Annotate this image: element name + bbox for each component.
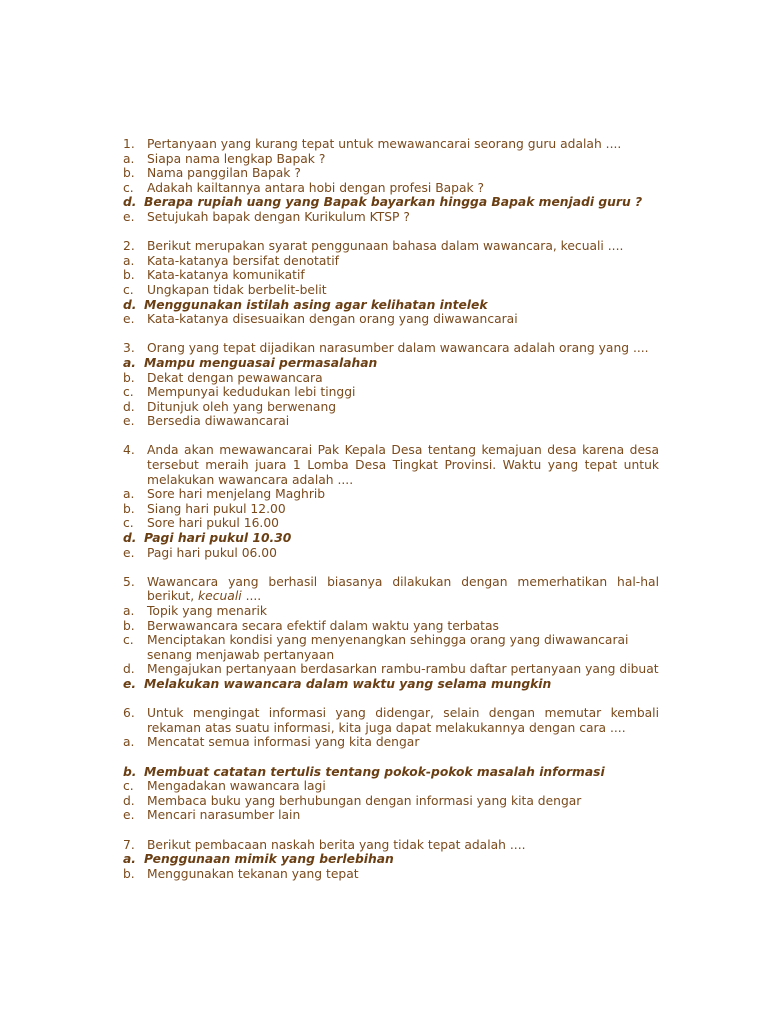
option-a [123,152,659,167]
question-text-main: Wawancara yang berhasil biasanya dilakukan dengan memerhatikan hal-hal berikut, [147,574,659,604]
option-letter: a. [123,355,136,370]
option-a [123,604,659,619]
option-text: Mencatat semua informasi yang kita dengar [147,735,420,750]
question-text: Berikut merupakan syarat penggunaan bahasa dalam wawancara, kecuali .... [147,239,624,254]
option-text: Membaca buku yang berhubungan dengan informasi yang kita dengar [147,793,582,808]
option-b [123,502,659,517]
question-text [147,575,659,604]
option-letter: b. [123,501,135,516]
option-letter: e. [123,414,135,429]
option-text: Pagi hari pukul 06.00 [147,545,277,560]
question-stem [123,838,659,853]
option-text: Siapa nama lengkap Bapak ? [147,151,326,166]
option-text: Menciptakan kondisi yang menyenangkan sehingga orang yang diwawancarai senang menjawab pertanyaan [147,633,629,662]
option-text: Topik yang menarik [147,604,267,618]
question-stem [123,706,659,735]
option-c [123,516,659,531]
option-text: Siang hari pukul 12.00 [147,501,286,516]
option-a [123,487,659,502]
option-b [123,619,659,634]
option-e [123,210,659,225]
option-letter: d. [123,662,135,677]
question-6 [123,706,659,823]
option-letter: d. [123,297,137,312]
option-letter: a. [123,487,135,502]
option-text: Adakah kailtannya antara hobi dengan profesi Bapak ? [147,180,485,195]
option-b [123,371,659,386]
question-text: Anda akan mewawancarai Pak Kepala Desa tentang kemajuan desa karena desa tersebut meraih juara 1 Lomba Desa Tingkat Provinsi. Waktu yang tepat untuk melakukan wawancara adalah .... [147,443,659,487]
option-e [123,414,659,429]
option-letter: d. [123,195,137,210]
option-c [123,283,659,298]
option-text: Menggunakan istilah asing agar kelihatan intelek [144,297,488,312]
option-letter: c. [123,180,134,195]
option-letter: b. [123,370,135,385]
question-5 [123,575,659,692]
option-c [123,633,659,662]
option-text: Mencari narasumber lain [147,808,301,823]
option-d-correct [123,298,659,313]
option-text: Sore hari menjelang Maghrib [147,487,326,502]
question-number: 5. [123,574,135,589]
option-text: Kata-katanya disesuaikan dengan orang yang diwawancarai [147,312,518,327]
option-letter: a. [123,253,135,268]
option-text: Pagi hari pukul 10.30 [144,531,292,546]
option-text: Bersedia diwawancarai [147,414,290,429]
option-e [123,312,659,327]
question-3 [123,341,659,429]
question-text-italic: kecuali [198,589,242,604]
option-letter: d. [123,399,135,414]
question-text: Untuk mengingat informasi yang didengar, selain dengan memutar kembali rekaman atas suatu informasi, kita juga dapat melakukannya dengan cara .... [147,706,659,735]
option-a-correct [123,356,659,371]
option-letter: e. [123,545,135,560]
option-text: Menggunakan tekanan yang tepat [147,866,359,881]
option-text: Membuat catatan tertulis tentang pokok-pokok masalah informasi [144,764,605,779]
option-b [123,268,659,283]
option-text: Sore hari pukul 16.00 [147,516,279,531]
option-letter: c. [123,385,134,400]
option-letter: c. [123,516,134,531]
question-stem [123,341,659,356]
option-letter: a. [123,852,136,867]
option-a-correct [123,852,659,867]
option-letter: e. [123,209,135,224]
option-d-correct [123,195,659,210]
question-4 [123,443,659,560]
option-c [123,779,659,794]
option-text: Penggunaan mimik yang berlebihan [144,852,394,867]
question-text: Pertanyaan yang kurang tepat untuk mewawancarai seorang guru adalah .... [147,137,622,151]
option-letter: e. [123,676,137,691]
option-letter: d. [123,793,135,808]
document-body [123,137,659,896]
option-letter: a. [123,735,135,750]
option-letter: c. [123,282,134,297]
option-c [123,385,659,400]
option-text: Kata-katanya bersifat denotatif [147,253,339,268]
question-stem [123,443,659,487]
option-letter: a. [123,604,135,618]
option-letter: c. [123,779,134,794]
option-a [123,735,659,750]
option-text: Nama panggilan Bapak ? [147,166,301,181]
question-number: 6. [123,706,135,721]
option-letter: e. [123,808,135,823]
question-2 [123,239,659,327]
question-text: Berikut pembacaan naskah berita yang tidak tepat adalah .... [147,837,526,852]
spacer [123,750,659,765]
option-letter: b. [123,166,135,181]
option-text: Kata-katanya komunikatif [147,268,305,283]
option-text: Mengajukan pertanyaan berdasarkan rambu-rambu daftar pertanyaan yang dibuat [147,662,659,677]
option-text: Dekat dengan pewawancara [147,370,323,385]
option-b-correct [123,765,659,780]
question-stem [123,239,659,254]
question-stem [123,575,659,604]
question-stem [123,137,659,152]
option-text: Berapa rupiah uang yang Bapak bayarkan hingga Bapak menjadi guru ? [144,195,643,210]
option-e [123,808,659,823]
option-text: Mampu menguasai permasalahan [144,355,378,370]
question-1 [123,137,659,225]
option-letter: b. [123,618,135,633]
option-letter: d. [123,531,137,546]
question-text: Orang yang tepat dijadikan narasumber dalam wawancara adalah orang yang .... [147,341,649,356]
option-text: Setujukah bapak dengan Kurikulum KTSP ? [147,209,410,224]
option-letter: a. [123,151,135,166]
option-d-correct [123,531,659,546]
option-letter: e. [123,312,135,327]
option-letter: c. [123,633,134,648]
option-text: Mengadakan wawancara lagi [147,779,326,794]
option-e [123,546,659,561]
question-number: 1. [123,137,135,151]
option-b [123,867,659,882]
option-letter: b. [123,866,135,881]
question-text-end: .... [241,589,262,604]
option-letter: b. [123,764,137,779]
option-text: Berwawancara secara efektif dalam waktu yang terbatas [147,618,499,633]
option-d [123,794,659,809]
option-text: Mempunyai kedudukan lebi tinggi [147,385,356,400]
option-letter: b. [123,268,135,283]
question-7 [123,838,659,882]
question-number: 3. [123,341,135,356]
option-text: Ditunjuk oleh yang berwenang [147,399,337,414]
option-text: Ungkapan tidak berbelit-belit [147,282,327,297]
option-e-correct [123,677,659,692]
question-number: 2. [123,239,135,254]
option-b [123,166,659,181]
option-text: Melakukan wawancara dalam waktu yang selama mungkin [144,676,552,691]
option-d [123,400,659,415]
question-number: 4. [123,443,135,458]
question-number: 7. [123,837,135,852]
option-a [123,254,659,269]
option-d [123,662,659,677]
option-c [123,181,659,196]
